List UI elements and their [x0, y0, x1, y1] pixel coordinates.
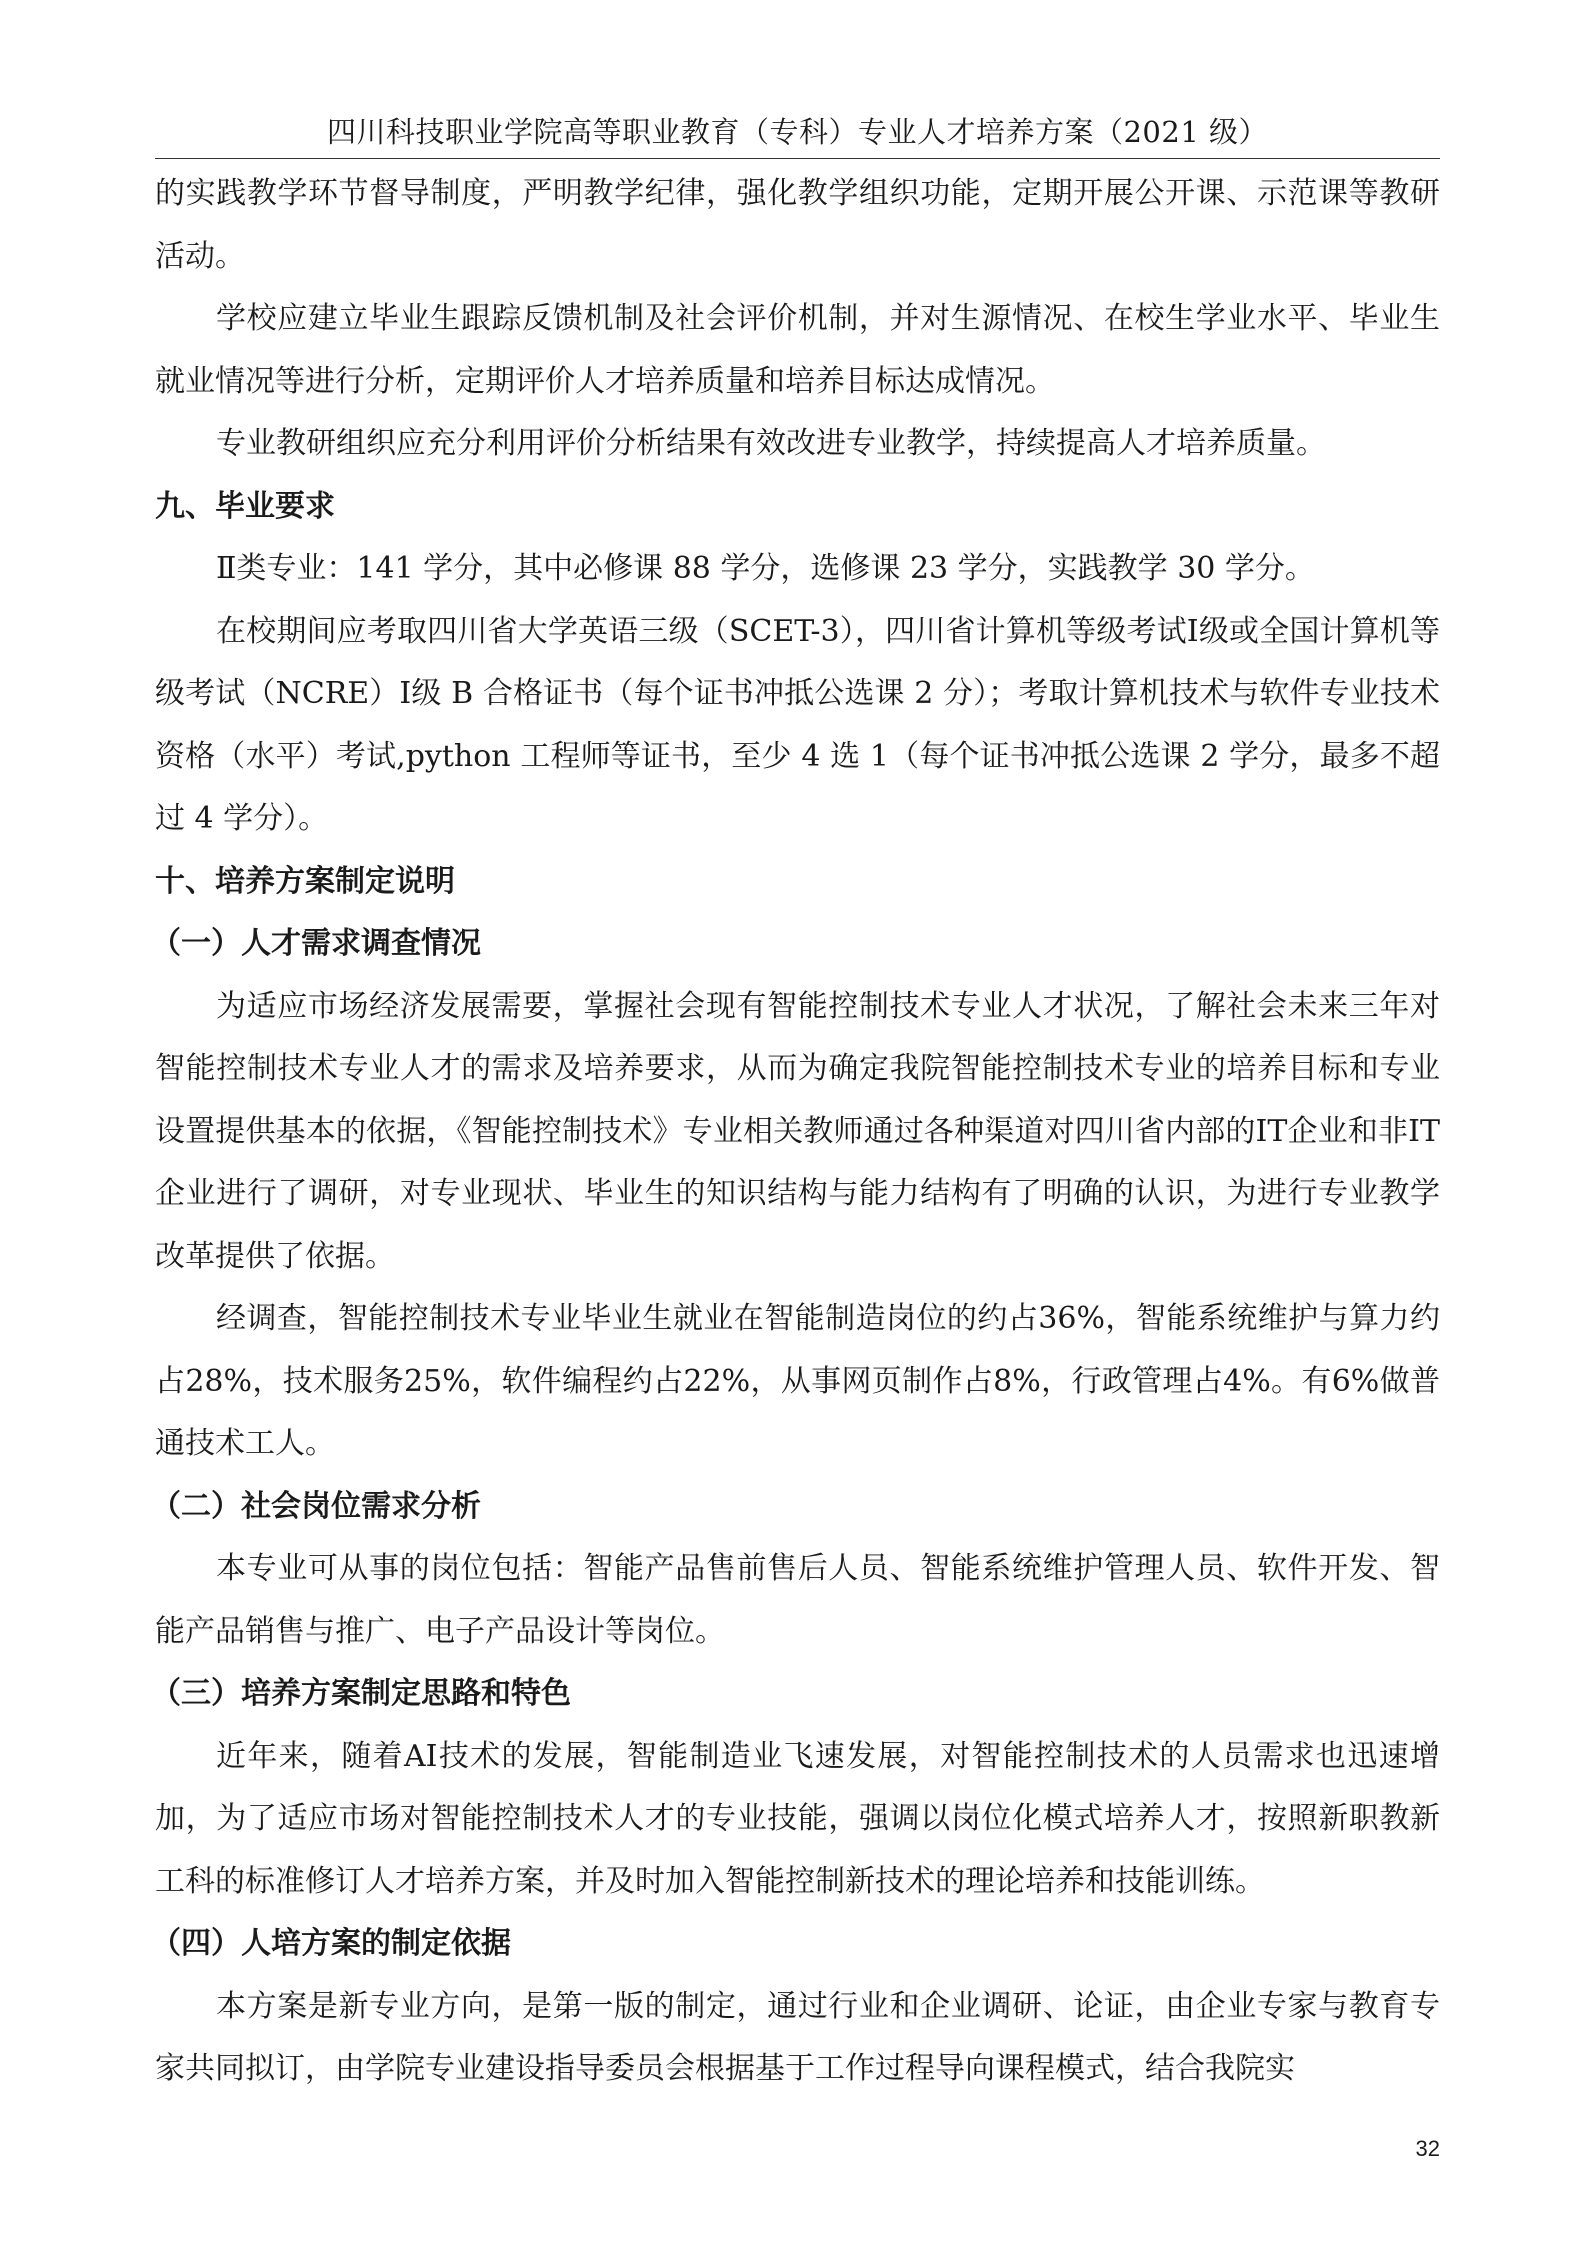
- body-content: [151, 163, 1440, 2101]
- running-header: 四川科技职业学院高等职业教育（专科）专业人才培养方案（2021 级）: [326, 115, 1269, 149]
- paragraph-plan-ideas: 近年来，随着AI技术的发展，智能制造业飞速发展，对智能控制技术的人员需求也迅速增加，为了适应市场对智能控制技术人才的专业技能，强调以岗位化模式培养人才，按照新职教新工科的标准修订人才培养方案，并及时加入智能控制新技术的理论培养和技能训练。: [155, 1738, 1440, 1899]
- paragraph-graduate-tracking: 学校应建立毕业生跟踪反馈机制及社会评价机制，并对生源情况、在校生学业水平、毕业生就业情况等进行分析，定期评价人才培养质量和培养目标达成情况。: [155, 301, 1440, 399]
- paragraph-supervision-continued: 的实践教学环节督导制度，严明教学纪律，强化教学组织功能，定期开展公开课、示范课等教研活动。: [155, 176, 1440, 274]
- paragraph-credit-requirements: Ⅱ类专业：141 学分，其中必修课 88 学分，选修课 23 学分，实践教学 30 学分。: [216, 551, 1315, 586]
- paragraph-survey-purpose: 为适应市场经济发展需要，掌握社会现有智能控制技术专业人才状况，了解社会未来三年对智能控制技术专业人才的需求及培养要求，从而为确定我院智能控制技术专业的培养目标和专业设置提供基本的依据，《智能控制技术》专业相关教师通过各种渠道对四川省内部的IT企业和非IT企业进行了调研，对专业现状、毕业生的知识结构与能力结构有了明确的认识，为进行专业教学改革提供了依据。: [155, 988, 1440, 1274]
- subsection-heading-plan-ideas: （三）培养方案制定思路和特色: [151, 1676, 571, 1711]
- paragraph-evaluation-use: 专业教研组织应充分利用评价分析结果有效改进专业教学，持续提高人才培养质量。: [216, 426, 1326, 461]
- subsection-heading-talent-demand: （一）人才需求调查情况: [151, 926, 481, 961]
- section-heading-graduation-requirements: 九、毕业要求: [155, 488, 335, 524]
- paragraph-survey-results: 经调查，智能控制技术专业毕业生就业在智能制造岗位的约占36%，智能系统维护与算力约占28%，技术服务25%，软件编程约占22%，从事网页制作占8%，行政管理占4%。有6%做普通技术工人。: [155, 1301, 1440, 1461]
- page-number: 32: [1415, 2136, 1440, 2161]
- subsection-heading-plan-basis: （四）人培方案的制定依据: [151, 1926, 511, 1961]
- subsection-heading-job-demand: （二）社会岗位需求分析: [151, 1488, 481, 1524]
- paragraph-certificates: 在校期间应考取四川省大学英语三级（SCET-3），四川省计算机等级考试Ⅰ级或全国计算机等级考试（NCRE）Ⅰ级 B 合格证书（每个证书冲抵公选课 2 分）；考取计算机技术与软件专业技术资格（水平）考试,python 工程师等证书，至少 4 选 1（每个证书冲抵公选课 2 学分，最多不超过 4 学分）。: [155, 613, 1440, 836]
- header-rule: [155, 158, 1440, 159]
- paragraph-job-positions: 本专业可从事的岗位包括：智能产品售前售后人员、智能系统维护管理人员、软件开发、智能产品销售与推广、电子产品设计等岗位。: [155, 1551, 1440, 1649]
- paragraph-plan-basis: 本方案是新专业方向，是第一版的制定，通过行业和企业调研、论证，由企业专家与教育专家共同拟订，由学院专业建设指导委员会根据基于工作过程导向课程模式，结合我院实: [155, 1988, 1440, 2086]
- section-heading-plan-explanation: 十、培养方案制定说明: [155, 863, 455, 899]
